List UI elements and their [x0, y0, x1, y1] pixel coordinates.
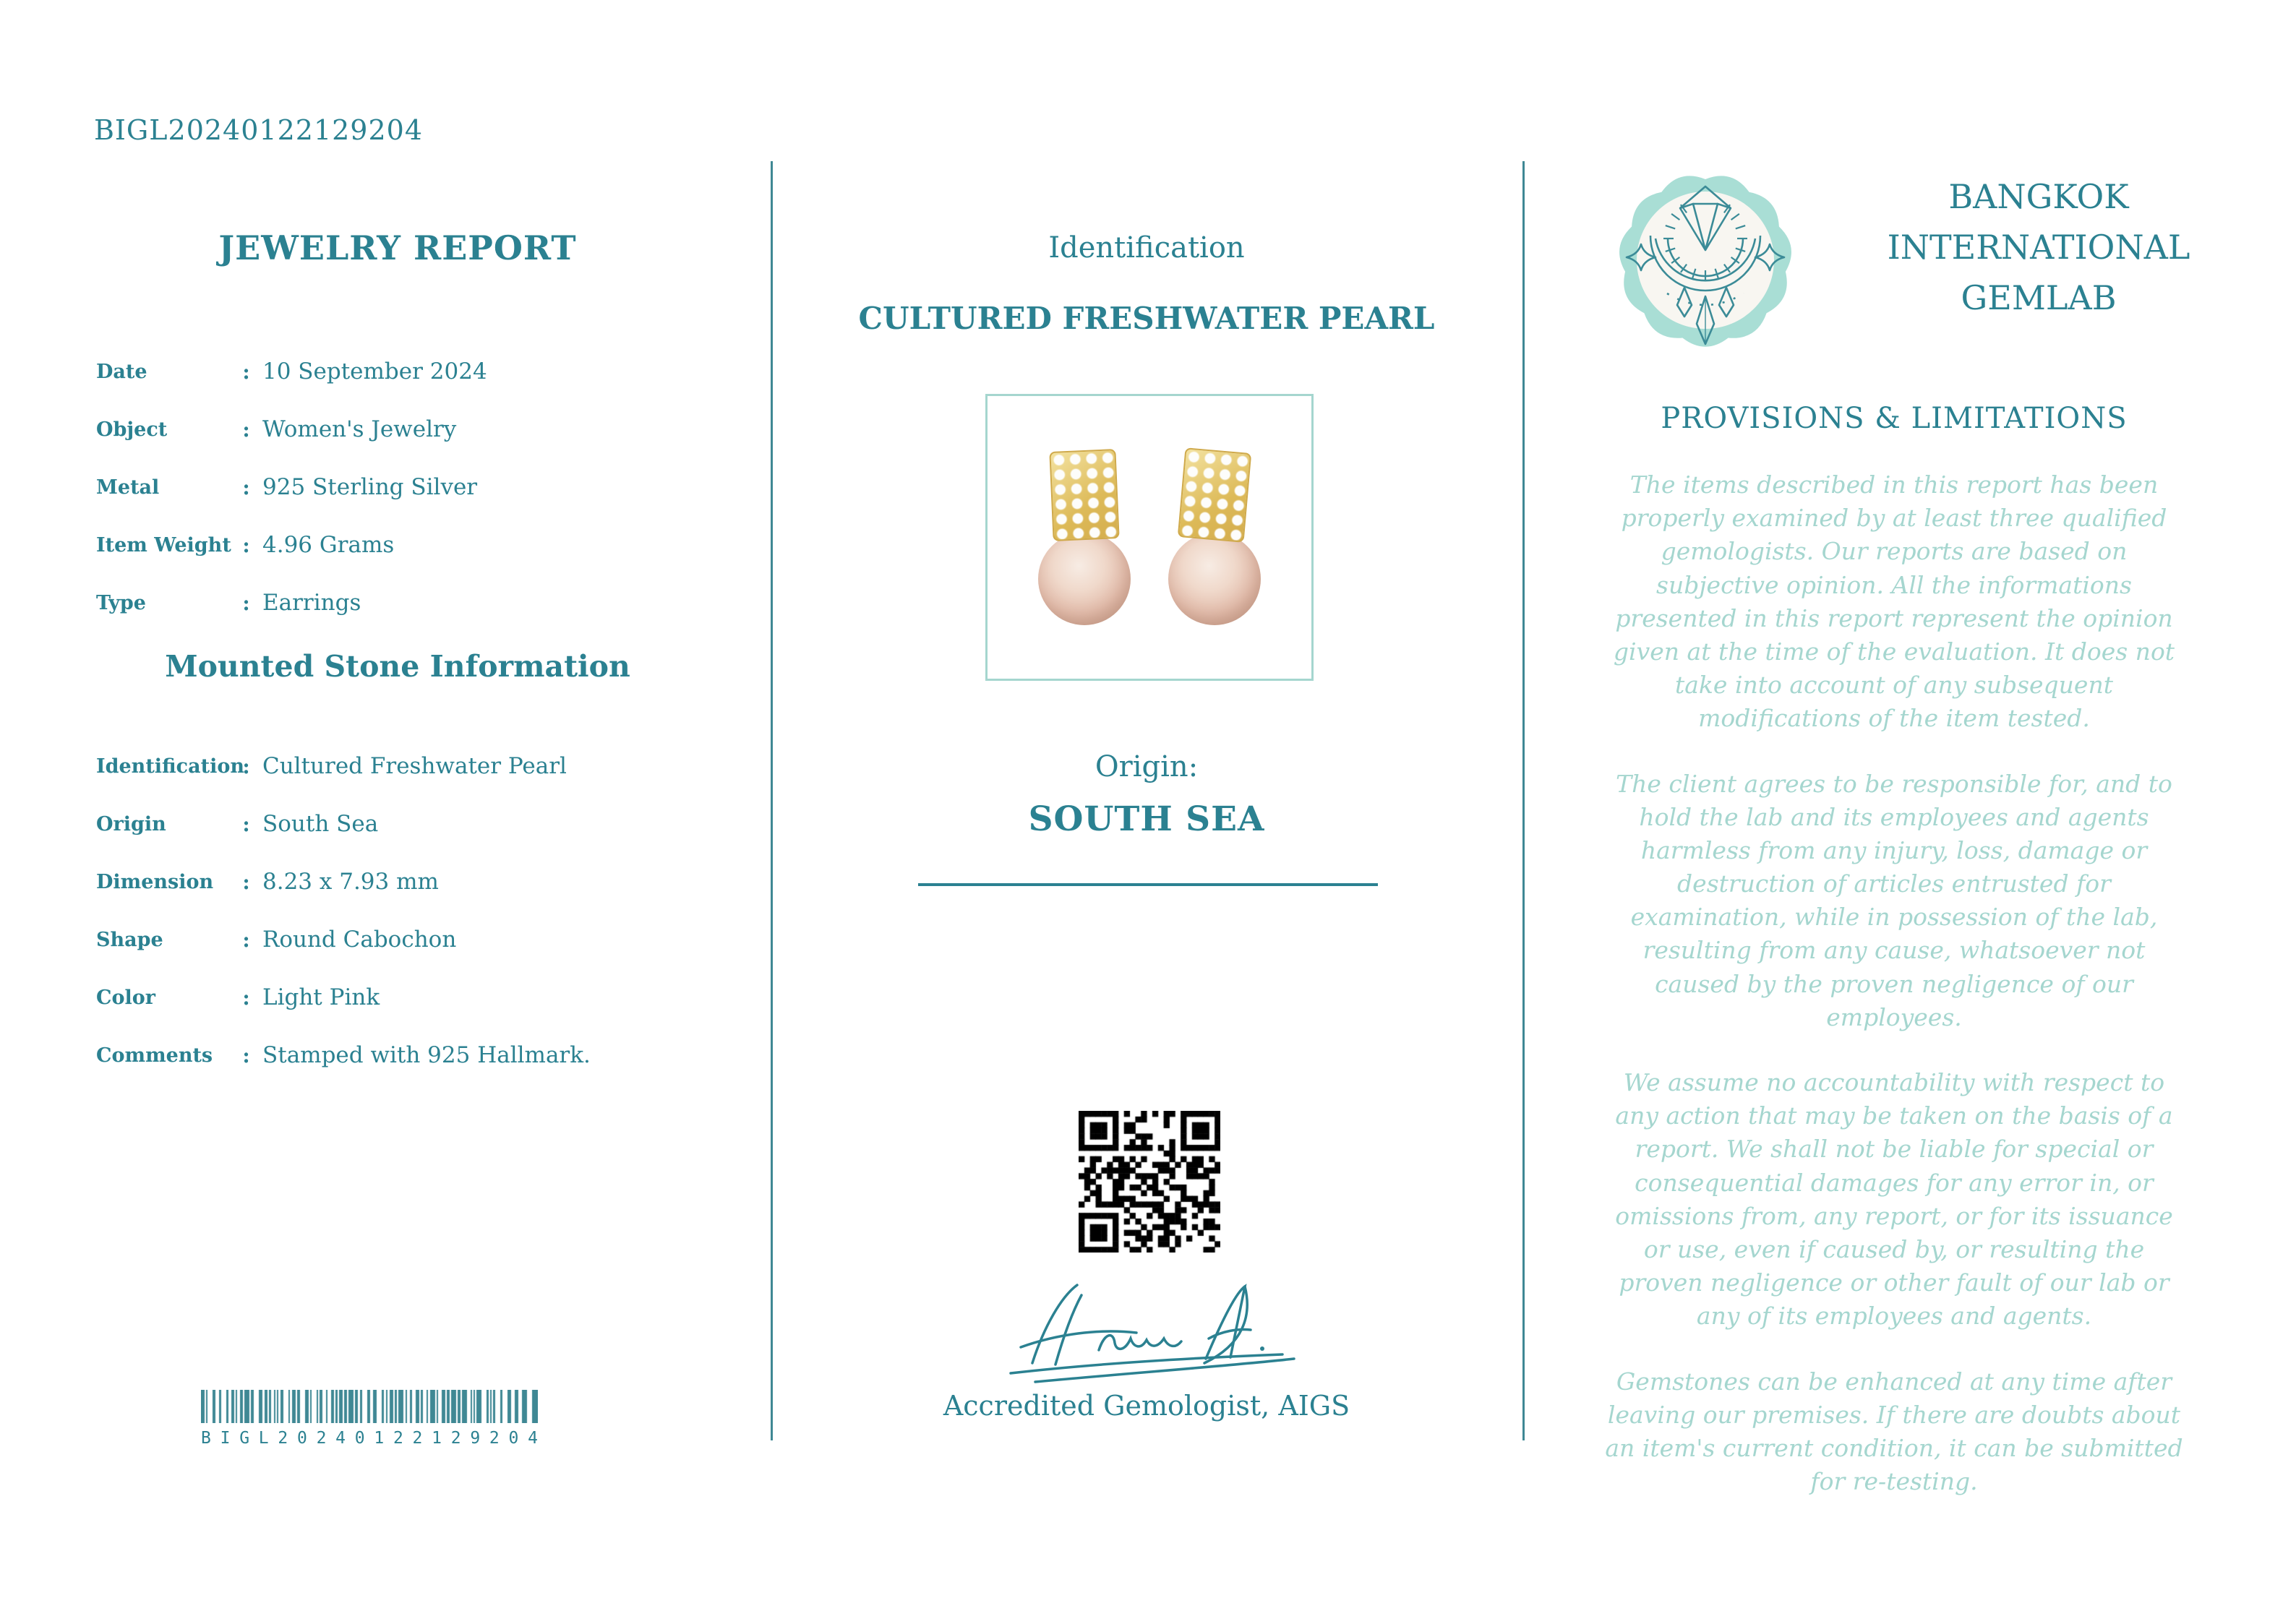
identification-heading: Identification: [1048, 231, 1245, 265]
field-value: Light Pink: [262, 984, 380, 1010]
barcode-char: 9: [470, 1429, 481, 1448]
field-label: Origin: [96, 812, 166, 835]
barcode-char: 1: [432, 1429, 442, 1448]
provision-paragraph: Gemstones can be enhanced at any time after leaving our premises. If there are doubts about an item's current condition, it can be submitted for re-testing.: [1605, 1367, 2183, 1496]
field-colon: :: [242, 417, 250, 442]
field-label: Metal: [96, 476, 160, 499]
field-colon: :: [242, 359, 250, 384]
pave-diamond-setting: [1049, 449, 1119, 541]
field-label: Dimension: [96, 870, 214, 893]
field-colon: :: [242, 533, 250, 557]
barcode-bars: [201, 1390, 538, 1423]
provisions-heading: PROVISIONS & LIMITATIONS: [1661, 402, 2128, 435]
field-label: Item Weight: [96, 533, 231, 557]
field-value: Women's Jewelry: [262, 416, 457, 442]
lab-name: [1822, 172, 2256, 324]
barcode-char: 0: [508, 1429, 519, 1448]
field-value: 10 September 2024: [262, 358, 487, 384]
field-colon: :: [242, 869, 250, 894]
jewelry-photo: [985, 394, 1314, 681]
stone-fields-table: [96, 737, 732, 1084]
field-colon: :: [242, 754, 250, 778]
pave-diamond-setting: [1178, 447, 1251, 543]
field-colon: :: [242, 985, 250, 1010]
field-colon: :: [242, 590, 250, 615]
field-value: Cultured Freshwater Pearl: [262, 753, 567, 779]
earring-left: [1034, 450, 1135, 625]
pearl: [1168, 533, 1261, 625]
barcode-char: 0: [354, 1429, 365, 1448]
barcode-char: 2: [450, 1429, 461, 1448]
origin-underline: [918, 883, 1378, 886]
earring-right: [1164, 450, 1265, 625]
barcode-char: I: [220, 1429, 231, 1448]
barcode-char: 2: [393, 1429, 403, 1448]
identification-value: CULTURED FRESHWATER PEARL: [858, 301, 1435, 336]
barcode-char: 2: [412, 1429, 423, 1448]
barcode-char: L: [258, 1429, 269, 1448]
qr-code: [1079, 1111, 1220, 1253]
field-label: Comments: [96, 1044, 213, 1067]
field-value: Round Cabochon: [262, 927, 457, 953]
lab-name-line: INTERNATIONAL: [1887, 227, 2190, 267]
field-value: 8.23 x 7.93 mm: [262, 869, 439, 895]
column-divider-right: [1522, 161, 1525, 1440]
barcode-char: 2: [278, 1429, 288, 1448]
pearl: [1038, 533, 1131, 625]
barcode-label: [201, 1429, 538, 1448]
barcode: [201, 1390, 538, 1448]
barcode-char: 2: [489, 1429, 500, 1448]
field-colon: :: [242, 1043, 250, 1067]
provision-paragraph: The items described in this report has been properly examined by at least three qualified gemologists. Our reports are based on subjective opinion. All the informations presented in this report represent the opinion given at the time of the evaluation. It does not take into account of any subsequent modifications of the item tested.: [1613, 471, 2175, 733]
mounted-stone-heading: Mounted Stone Information: [165, 649, 630, 684]
report-fields-table: [96, 343, 732, 632]
gemologist-signature: [990, 1278, 1308, 1386]
field-value: 4.96 Grams: [262, 532, 395, 558]
field-value: 925 Sterling Silver: [262, 474, 478, 500]
provision-paragraph: We assume no accountability with respect to any action that may be taken on the basis of a report. We shall not be liable for special or consequential damages for any error in, or omissions from, any report, or for its issuance or use, even if caused by, or resulting the proven negligence or other fault of our lab or any of its employees and agents.: [1615, 1068, 2173, 1331]
field-value: Earrings: [262, 590, 361, 616]
barcode-char: 1: [374, 1429, 385, 1448]
field-colon: :: [242, 475, 250, 499]
report-number: BIGL20240122129204: [94, 114, 423, 146]
field-label: Type: [96, 591, 146, 614]
field-label: Color: [96, 986, 155, 1009]
field-label: Object: [96, 418, 168, 441]
barcode-char: 4: [335, 1429, 346, 1448]
barcode-char: 2: [316, 1429, 327, 1448]
lab-name-line: BANGKOK: [1948, 177, 2129, 216]
gemologist-title: Accredited Gemologist, AIGS: [943, 1390, 1350, 1422]
field-label: Date: [96, 360, 147, 383]
barcode-char: 4: [528, 1429, 538, 1448]
provision-paragraph: The client agrees to be responsible for, and to hold the lab and its employees and agents harmless from any injury, loss, damage or destruction of articles entrusted for examination, while in possession of the lab, resulting from any cause, whatsoever not caused by the proven negligence of our employees.: [1616, 769, 2172, 1031]
report-title: JEWELRY REPORT: [218, 228, 577, 267]
origin-label: Origin:: [1095, 750, 1199, 783]
field-colon: :: [242, 927, 250, 952]
lab-name-line: GEMLAB: [1961, 278, 2117, 317]
barcode-char: 0: [296, 1429, 307, 1448]
provisions-paragraphs: [1547, 468, 2241, 1530]
field-label: Identification: [96, 755, 244, 778]
origin-value: SOUTH SEA: [1028, 799, 1265, 839]
field-colon: :: [242, 812, 250, 836]
field-value: Stamped with 925 Hallmark.: [262, 1042, 591, 1068]
field-value: South Sea: [262, 811, 379, 837]
barcode-char: G: [239, 1429, 250, 1448]
field-label: Shape: [96, 928, 163, 951]
gemlab-logo-icon: [1615, 163, 1796, 357]
barcode-char: B: [201, 1429, 211, 1448]
